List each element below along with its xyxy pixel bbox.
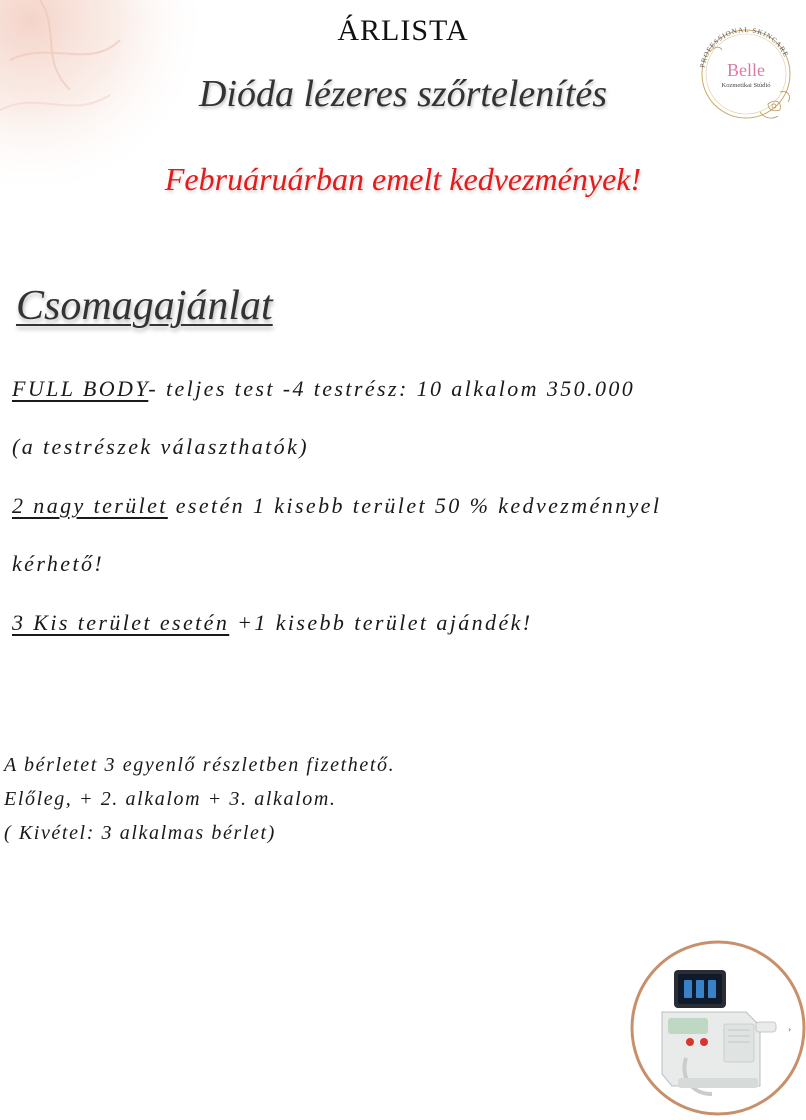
arrow-right-icon: ›	[788, 1025, 792, 1034]
full-body-text: - teljes test -4 testrész: 10 alkalom 350.000	[148, 376, 636, 401]
page-title: ÁRLISTA	[337, 14, 469, 47]
small-area-text: +1 kisebb terület ajándék!	[229, 610, 533, 635]
offer-small-area	[12, 610, 533, 636]
selectable-note: (a testrészek választhatók)	[12, 434, 309, 459]
payment-line-1: A bérletet 3 egyenlő részletben fizethető.	[4, 754, 396, 776]
logo-arc-text: PROFESSIONAL SKINCARE	[698, 25, 791, 69]
large-area-text-2: kérhető!	[12, 551, 105, 576]
offer-full-body	[12, 376, 635, 402]
logo-name: Belle	[727, 60, 765, 80]
belle-logo	[690, 12, 800, 130]
large-area-text: esetén 1 kisebb terület 50 % kedvezménnyel	[167, 493, 662, 518]
laser-device-image	[628, 938, 806, 1118]
small-area-label: 3 Kis terület esetén	[12, 610, 230, 635]
payment-line-2: Előleg, + 2. alkalom + 3. alkalom.	[4, 788, 337, 810]
promo-banner: Februáruárban emelt kedvezmények!	[164, 161, 642, 197]
page-subtitle: Dióda lézeres szőrtelenítés	[198, 73, 608, 115]
offer-large-area	[12, 493, 661, 519]
payment-line-3: ( Kivétel: 3 alkalmas bérlet)	[4, 822, 276, 844]
full-body-label: FULL BODY	[12, 376, 149, 401]
large-area-label: 2 nagy terület	[12, 493, 168, 518]
section-title-package: Csomagajánlat	[16, 283, 273, 329]
logo-tagline: Kozmetikai Stúdió	[721, 82, 771, 89]
